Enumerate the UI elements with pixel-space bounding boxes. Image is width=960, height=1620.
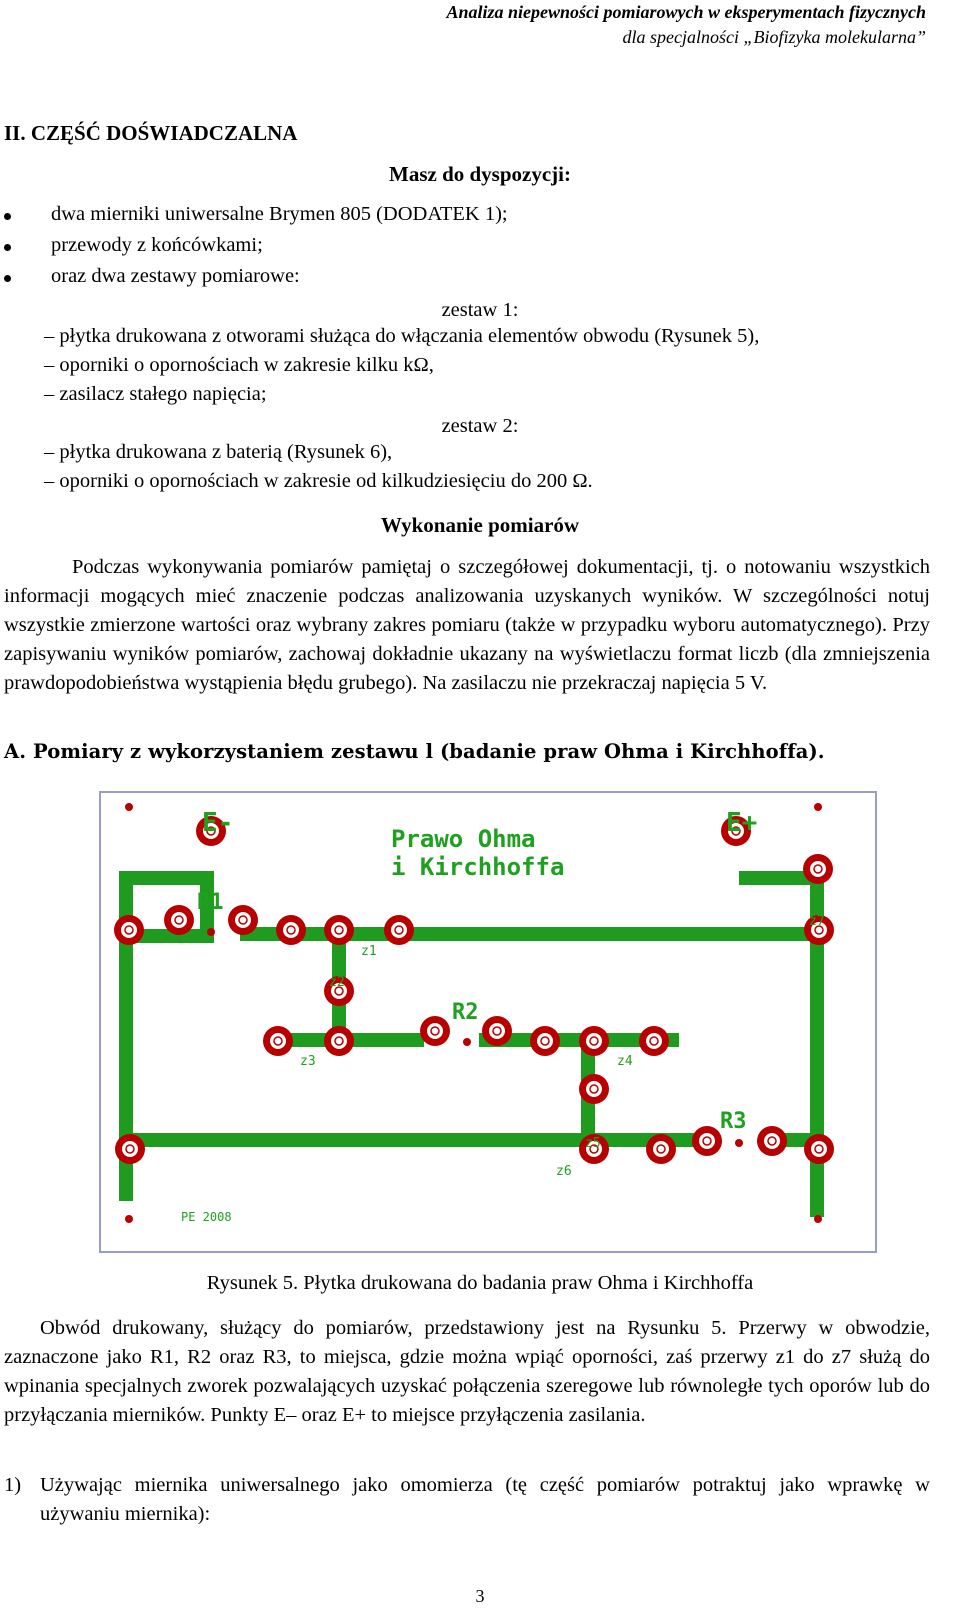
item-text: Używając miernika uniwersalnego jako omomierza (tę część pomiarów potraktuj jako wprawkę w używaniu miernika): — [40, 1474, 930, 1525]
label-z4: z4 — [617, 1054, 633, 1069]
pcb-pad — [804, 1134, 834, 1164]
figure-caption: Rysunek 5. Płytka drukowana do badania praw Ohma i Kirchhoffa — [206, 1272, 754, 1294]
pcb-pad — [115, 1134, 145, 1164]
page-number: 3 — [475, 1586, 485, 1606]
running-header — [447, 0, 927, 50]
pcb-pad — [324, 915, 354, 945]
pcb-mounting-dot — [125, 1215, 133, 1223]
set1-label: zestaw 1: — [441, 299, 519, 321]
set2-label: zestaw 2: — [441, 415, 519, 437]
label-e-plus: E+ — [726, 808, 758, 838]
trace — [119, 1133, 594, 1147]
set1-item: – płytka drukowana z otworami służąca do włączania elementów obwodu (Rysunek 5), — [44, 325, 760, 347]
section-title: II. CZĘŚĆ DOŚWIADCZALNA — [4, 121, 298, 145]
header-line-2: dla specjalności „Biofizyka molekularna” — [622, 27, 926, 47]
pcb-pad — [276, 915, 306, 945]
set2-item: – płytka drukowana z baterią (Rysunek 6), — [44, 441, 393, 463]
label-z3: z3 — [300, 1054, 316, 1069]
description-text: Obwód drukowany, służący do pomiarów, przedstawiony jest na Rysunku 5. Przerwy w obwodzie, zaznaczone jako R1, R2 oraz R3, to miejsca, gdzie można wpiąć oporności, zaś przerwy z1 do z7 służą do wpinania specjalnych zworek pozwalających uzyskać połączenia szeregowe lub równoległe tych oporów lub do przyłączania mierników. Punkty E– oraz E+ to miejsce przyłączenia zasilania. — [4, 1317, 930, 1426]
label-z6: z6 — [556, 1164, 572, 1179]
measurements-paragraph — [4, 553, 930, 698]
pcb-pad — [530, 1026, 560, 1056]
pcb-mounting-dot — [814, 1215, 822, 1223]
pcb-pad — [692, 1126, 722, 1156]
measurements-text: Podczas wykonywania pomiarów pamiętaj o szczegółowej dokumentacji, tj. o notowaniu wszystkich informacji mogących mieć znaczenie podczas analizowania uzyskanych wyników. W szczególności notuj wszystkie zmierzone wartości oraz wybrany zakres pomiaru (także w przypadku wyboru automatycznego). Przy zapisywaniu wyników pomiarów, zachowaj dokładnie ukazany na wyświetlaczu format liczb (dla zmniejszenia prawdopodobieństwa wystąpienia błędu grubego). Na zasilaczu nie przekraczaj napięcia 5 V. — [4, 556, 930, 694]
label-e-minus: E- — [202, 808, 234, 838]
pcb-pad — [228, 905, 258, 935]
pcb-pad — [114, 915, 144, 945]
pcb-pad — [263, 1026, 293, 1056]
trace — [119, 871, 214, 885]
pcb-pad — [639, 1026, 669, 1056]
pcb-pad — [420, 1016, 450, 1046]
pcb-mounting-dot — [463, 1038, 471, 1046]
label-r1: R1 — [197, 890, 224, 915]
pcb-mounting-dot — [735, 1139, 743, 1147]
item-number: 1) — [4, 1474, 22, 1496]
label-r3: R3 — [720, 1109, 747, 1134]
bullet-text: dwa mierniki uniwersalne Brymen 805 (DODATEK 1); — [51, 203, 508, 225]
pcb-title-line-2: i Kirchhoffa — [391, 853, 565, 881]
bullet-icon — [4, 275, 11, 282]
set1-item: – oporniki o opornościach w zakresie kilku kΩ, — [44, 354, 434, 376]
pcb-mounting-dot — [125, 803, 133, 811]
header-line-1: Analiza niepewności pomiarowych w eksperymentach fizycznych — [446, 2, 926, 22]
pcb-signature: PE 2008 — [181, 1210, 232, 1224]
bullet-icon — [4, 244, 11, 251]
pcb-title-line-1: Prawo Ohma — [391, 825, 536, 853]
description-paragraph — [4, 1314, 930, 1430]
pcb-pad — [803, 854, 833, 884]
pcb-pad — [757, 1126, 787, 1156]
label-z5: z5 — [585, 1136, 601, 1151]
label-z7: z7 — [809, 914, 825, 929]
section-a-heading: A. Pomiary z wykorzystaniem zestawu l (badanie praw Ohma i Kirchhoffa). — [4, 740, 825, 763]
pcb-pad — [324, 1026, 354, 1056]
set2-item: – oporniki o opornościach w zakresie od kilkudziesięciu do 200 Ω. — [44, 470, 593, 492]
pcb-pad — [579, 1074, 609, 1104]
measurements-heading: Wykonanie pomiarów — [380, 513, 580, 537]
bullet-text: oraz dwa zestawy pomiarowe: — [51, 265, 300, 287]
label-r2: R2 — [452, 1000, 479, 1025]
pcb-pad — [384, 915, 414, 945]
pcb-pad — [579, 1026, 609, 1056]
label-z2: z2 — [329, 975, 345, 990]
label-z1: z1 — [361, 944, 377, 959]
pcb-mounting-dot — [814, 803, 822, 811]
equipment-heading: Masz do dyspozycji: — [389, 162, 571, 186]
trace — [810, 927, 824, 1217]
pcb-figure — [99, 791, 877, 1253]
bullet-text: przewody z końcówkami; — [51, 234, 263, 256]
pcb-pad — [164, 905, 194, 935]
pcb-pad — [646, 1134, 676, 1164]
bullet-icon — [4, 213, 11, 220]
set1-item: – zasilacz stałego napięcia; — [44, 383, 267, 405]
pcb-mounting-dot — [207, 928, 215, 936]
pcb-pad — [482, 1016, 512, 1046]
